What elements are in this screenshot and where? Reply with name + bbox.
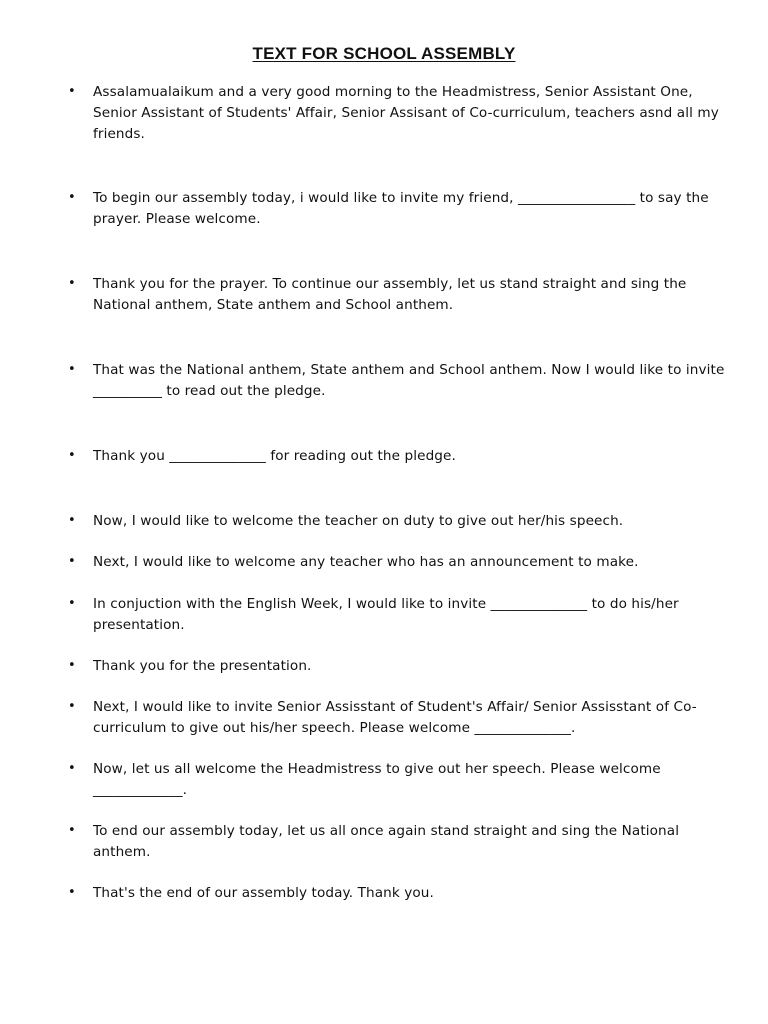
list-item-english-week: • In conjuction with the English Week, I would like to invite ______________ to do his/her presentation. (93, 594, 725, 636)
list-item-announcement: • Next, I would like to welcome any teacher who has an announcement to make. (93, 552, 725, 573)
page-title: TEXT FOR SCHOOL ASSEMBLY (252, 44, 516, 63)
list-item-headmistress: • Now, let us all welcome the Headmistress to give out her speech. Please welcome _____________. (93, 759, 725, 801)
list-item-pledge-thanks: • Thank you ______________ for reading out the pledge. (93, 446, 725, 467)
list-item-greeting: • Assalamualaikum and a very good morning to the Headmistress, Senior Assistant One, Senior Assistant of Students' Affair, Senior Assisant of Co-curriculum, teachers asnd all my friends. (93, 82, 725, 144)
list-item-pledge-invite: • That was the National anthem, State anthem and School anthem. Now I would like to invite __________ to read out the pledge. (93, 360, 725, 402)
list-item-senior-assistant: • Next, I would like to invite Senior Assisstant of Student's Affair/ Senior Assisstant of Co-curriculum to give out his/her speech. Please welcome ______________. (93, 697, 725, 739)
list-item-end: • That's the end of our assembly today. Thank you. (93, 883, 725, 904)
list-item-prayer-invite: • To begin our assembly today, i would like to invite my friend, _________________ to say the prayer. Please welcome. (93, 188, 725, 230)
list-item-presentation-thanks: • Thank you for the presentation. (93, 656, 725, 677)
list-item-anthem: • Thank you for the prayer. To continue our assembly, let us stand straight and sing the National anthem, State anthem and School anthem. (93, 274, 725, 316)
list-item-closing-anthem: • To end our assembly today, let us all once again stand straight and sing the National anthem. (93, 821, 725, 863)
list-item-teacher-on-duty: • Now, I would like to welcome the teacher on duty to give out her/his speech. (93, 511, 725, 532)
